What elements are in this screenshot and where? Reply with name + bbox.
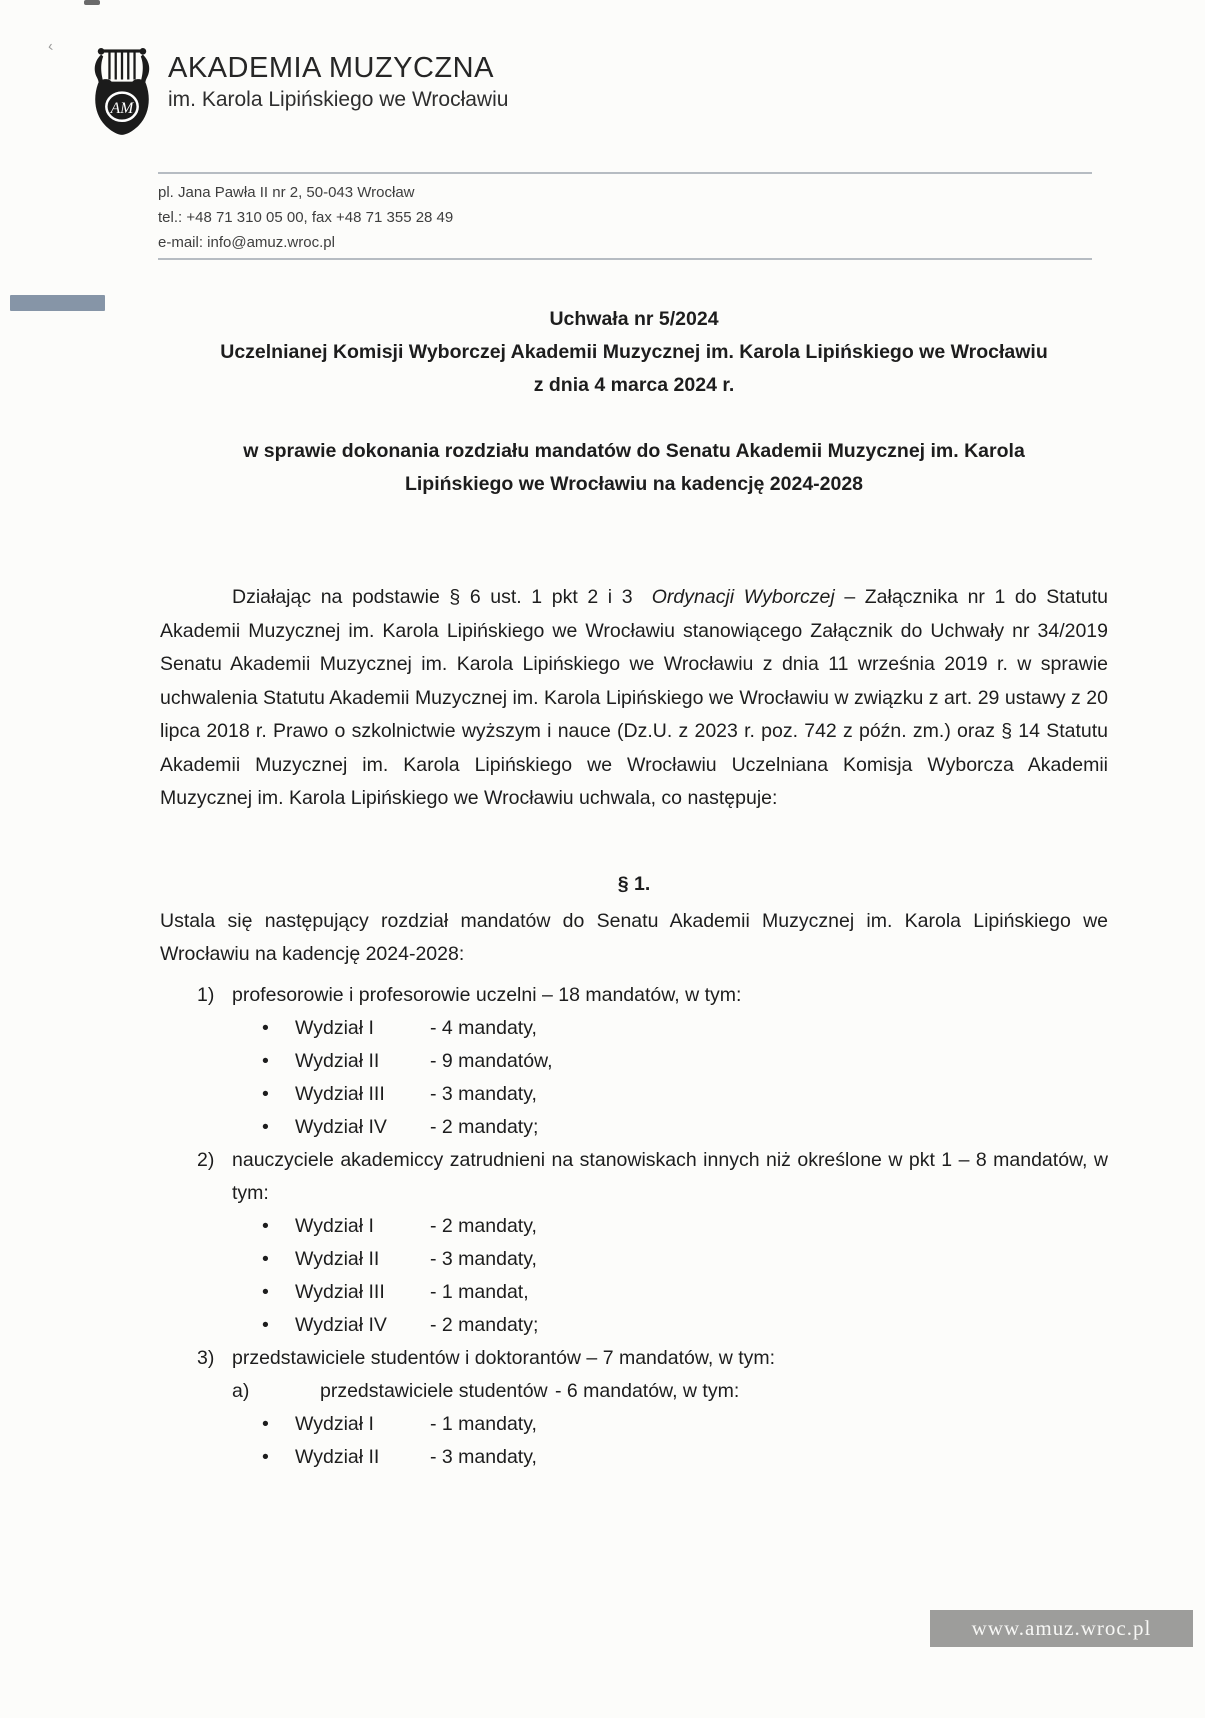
faculty-label: Wydział III (295, 1280, 385, 1303)
mandate-count: - 3 mandaty, (430, 1082, 537, 1105)
item-number: 2) (197, 1148, 215, 1171)
mandate-count: - 2 mandaty; (430, 1115, 539, 1138)
item-text: przedstawiciele studentów i doktorantów – 7 mandatów, w tym: (232, 1346, 776, 1369)
subject-line-2: Lipińskiego we Wrocławiu na kadencję 2024-2028 (404, 473, 864, 495)
scan-artifact-mark (84, 0, 100, 5)
mandate-count: - 3 mandaty, (430, 1445, 537, 1468)
resolution-subject (160, 435, 1108, 501)
faculty-label: Wydział II (295, 1247, 380, 1270)
bullet-dot: • (262, 1049, 269, 1072)
mandate-count: - 4 mandaty, (430, 1016, 537, 1039)
faculty-label: Wydział I (295, 1214, 374, 1237)
bullet-dot: • (262, 1247, 269, 1270)
contact-block (158, 180, 453, 255)
list-item-1 (160, 979, 1108, 1012)
section-1-heading: § 1. (617, 872, 651, 895)
mandate-count: - 2 mandaty, (430, 1214, 537, 1237)
bullet-item (262, 1111, 1108, 1144)
section-1-intro: Ustala się następujący rozdział mandatów do Senatu Akademii Muzycznej im. Karola Lipińskiego we Wrocławiu na kadencję 2024-2028: (160, 909, 1108, 965)
title-line-3: z dnia 4 marca 2024 r. (533, 374, 735, 396)
bullet-item (262, 1078, 1108, 1111)
preamble-paragraph (160, 581, 1108, 816)
preamble-text-after: – Załącznika nr 1 do Statutu Akademii Muzycznej im. Karola Lipińskiego we Wrocławiu stanowiącego Załącznik do Uchwały nr 34/2019 Senatu Akademii Muzycznej im. Karola Lipińskiego we Wrocławiu z dnia 11 września 2019 r. w sprawie uchwalenia Statutu Akademii Muzycznej im. Karola Lipińskiego we Wrocławiu w związku z art. 29 ustawy z 20 lipca 2018 r. Prawo o szkolnictwie wyższym i nauce (Dz.U. z 2023 r. poz. 742 z późn. zm.) oraz § 14 Statutu Akademii Muzycznej im. Karola Lipińskiego we Wrocławiu Uczelniana Komisja Wyborcza Akademii Muzycznej im. Karola Lipińskiego we Wrocławiu uchwala, co następuje: (160, 586, 1109, 809)
bullet-dot: • (262, 1313, 269, 1336)
subject-line-1: w sprawie dokonania rozdziału mandatów do Senatu Akademii Muzycznej im. Karola (243, 440, 1025, 462)
bullet-dot: • (262, 1016, 269, 1039)
bullet-item (262, 1243, 1108, 1276)
item-text: profesorowie i profesorowie uczelni – 18 mandatów, w tym: (232, 983, 742, 1006)
divider-bottom (158, 258, 1092, 260)
title-line-1: Uchwała nr 5/2024 (549, 308, 719, 330)
title-line-2: Uczelnianej Komisji Wyborczej Akademii Muzycznej im. Karola Lipińskiego we Wrocławiu (220, 341, 1048, 363)
faculty-label: Wydział I (295, 1412, 374, 1435)
bullet-item (262, 1309, 1108, 1342)
bullet-dot: • (262, 1445, 269, 1468)
item-number: 1) (197, 983, 215, 1006)
divider-top (158, 172, 1092, 174)
bullet-dot: • (262, 1412, 269, 1435)
org-subtitle: im. Karola Lipińskiego we Wrocławiu (168, 88, 509, 112)
bullet-item (262, 1408, 1108, 1441)
bullet-item (262, 1045, 1108, 1078)
logo-monogram: AM (110, 99, 134, 117)
mandate-count: - 3 mandaty, (430, 1247, 537, 1270)
item-number: 3) (197, 1346, 215, 1369)
mandate-count: - 2 mandaty; (430, 1313, 539, 1336)
bullet-item (262, 1276, 1108, 1309)
org-name: AKADEMIA MUZYCZNA (168, 52, 494, 84)
document-body (160, 303, 1108, 1474)
contact-address: pl. Jana Pawła II nr 2, 50-043 Wrocław (158, 184, 415, 201)
mandate-count: - 1 mandat, (430, 1280, 529, 1303)
sub-item-a (160, 1375, 1108, 1408)
faculty-label: Wydział II (295, 1445, 380, 1468)
item-text: nauczyciele akademiccy zatrudnieni na stanowiskach innych niż określone w pkt 1 – 8 mandatów, w tym: (232, 1148, 1108, 1204)
sub-item-value: - 6 mandatów, w tym: (555, 1379, 740, 1402)
contact-email: e-mail: info@amuz.wroc.pl (158, 234, 335, 251)
faculty-label: Wydział I (295, 1016, 374, 1039)
sub-item-label: przedstawiciele studentów (320, 1379, 548, 1402)
list-item-3 (160, 1342, 1108, 1375)
preamble-text-before: Działając na podstawie § 6 ust. 1 pkt 2 i 3 (232, 586, 652, 608)
sub-item-letter: a) (232, 1379, 250, 1402)
faculty-label: Wydział IV (295, 1313, 387, 1336)
bullet-dot: • (262, 1115, 269, 1138)
website-badge: www.amuz.wroc.pl (930, 1610, 1193, 1647)
letterhead (168, 52, 508, 112)
resolution-title (160, 303, 1108, 402)
scan-artifact-quote: ‹ (46, 37, 55, 56)
mandates-list (160, 979, 1108, 1474)
faculty-label: Wydział II (295, 1049, 380, 1072)
bullet-item (262, 1210, 1108, 1243)
redaction-bar (10, 295, 105, 311)
preamble-italic-title: Ordynacji Wyborczej (651, 586, 835, 608)
bullet-dot: • (262, 1082, 269, 1105)
bullet-item (262, 1441, 1108, 1474)
list-item-2 (160, 1144, 1108, 1210)
bullet-item (262, 1012, 1108, 1045)
bullet-dot: • (262, 1214, 269, 1237)
mandate-count: - 9 mandatów, (430, 1049, 553, 1072)
contact-phone: tel.: +48 71 310 05 00, fax +48 71 355 28 49 (158, 209, 454, 226)
faculty-label: Wydział IV (295, 1115, 387, 1138)
lyre-logo-icon (88, 44, 156, 138)
bullet-dot: • (262, 1280, 269, 1303)
faculty-label: Wydział III (295, 1082, 385, 1105)
mandate-count: - 1 mandaty, (430, 1412, 537, 1435)
